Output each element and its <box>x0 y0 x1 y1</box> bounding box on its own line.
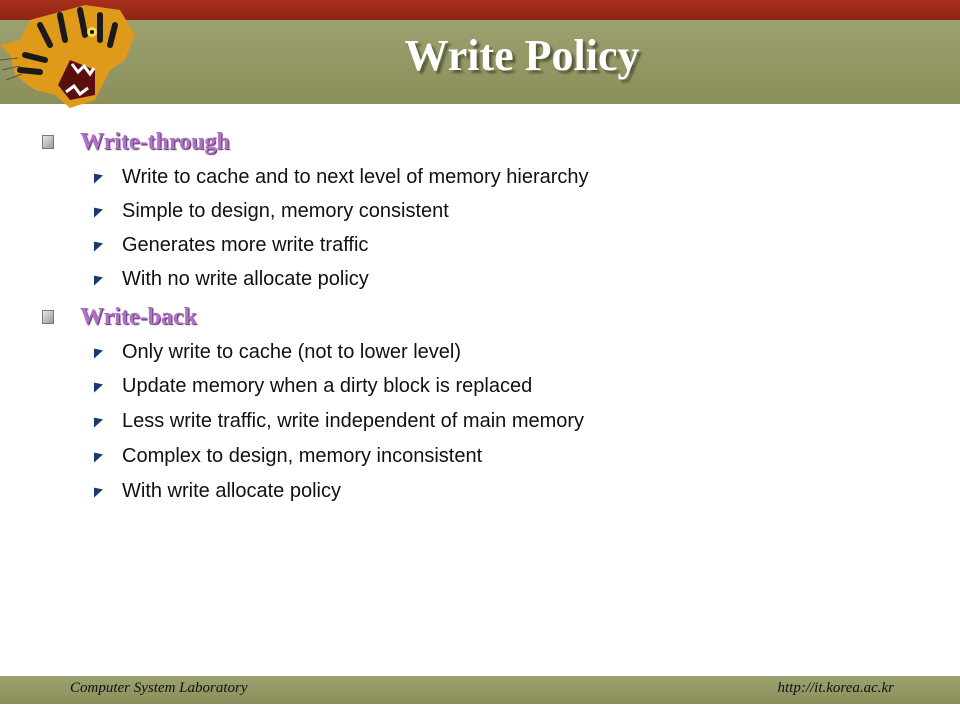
list-item-text: Complex to design, memory inconsistent <box>122 444 483 467</box>
list-item-text: Less write traffic, write independent of main memory <box>122 409 585 432</box>
arrow-bullet-icon <box>94 449 103 462</box>
list-item <box>94 409 584 433</box>
arrow-bullet-icon <box>94 272 103 285</box>
slide-title: Write Policy <box>404 31 640 80</box>
arrow-bullet-icon <box>94 238 103 251</box>
list-item-text: Update memory when a dirty block is replaced <box>122 374 533 397</box>
list-item-text: Only write to cache (not to lower level) <box>122 340 462 363</box>
arrow-bullet-icon <box>94 379 103 392</box>
list-item-text: With no write allocate policy <box>122 267 369 290</box>
section-write-through <box>42 127 230 157</box>
arrow-bullet-icon <box>94 204 103 217</box>
section-heading: Write-through <box>80 128 230 155</box>
list-item <box>94 444 482 468</box>
arrow-bullet-icon <box>94 414 103 427</box>
footer-lab-name: Computer System Laboratory <box>70 680 248 696</box>
list-item-text: With write allocate policy <box>122 479 341 502</box>
section-heading: Write-back <box>80 303 197 330</box>
list-item <box>94 233 368 257</box>
square-bullet-icon <box>42 135 54 149</box>
square-bullet-icon <box>42 310 54 324</box>
arrow-bullet-icon <box>94 170 103 183</box>
list-item <box>94 340 461 364</box>
arrow-bullet-icon <box>94 484 103 497</box>
list-item <box>94 199 449 223</box>
list-item-text: Write to cache and to next level of memory hierarchy <box>122 165 589 188</box>
list-item-text: Simple to design, memory consistent <box>122 199 449 222</box>
list-item <box>94 165 589 189</box>
list-item <box>94 374 532 398</box>
list-item <box>94 479 341 503</box>
list-item <box>94 267 369 291</box>
footer-url: http://it.korea.ac.kr <box>777 680 894 696</box>
arrow-bullet-icon <box>94 345 103 358</box>
list-item-text: Generates more write traffic <box>122 233 369 256</box>
section-write-back <box>42 302 197 332</box>
